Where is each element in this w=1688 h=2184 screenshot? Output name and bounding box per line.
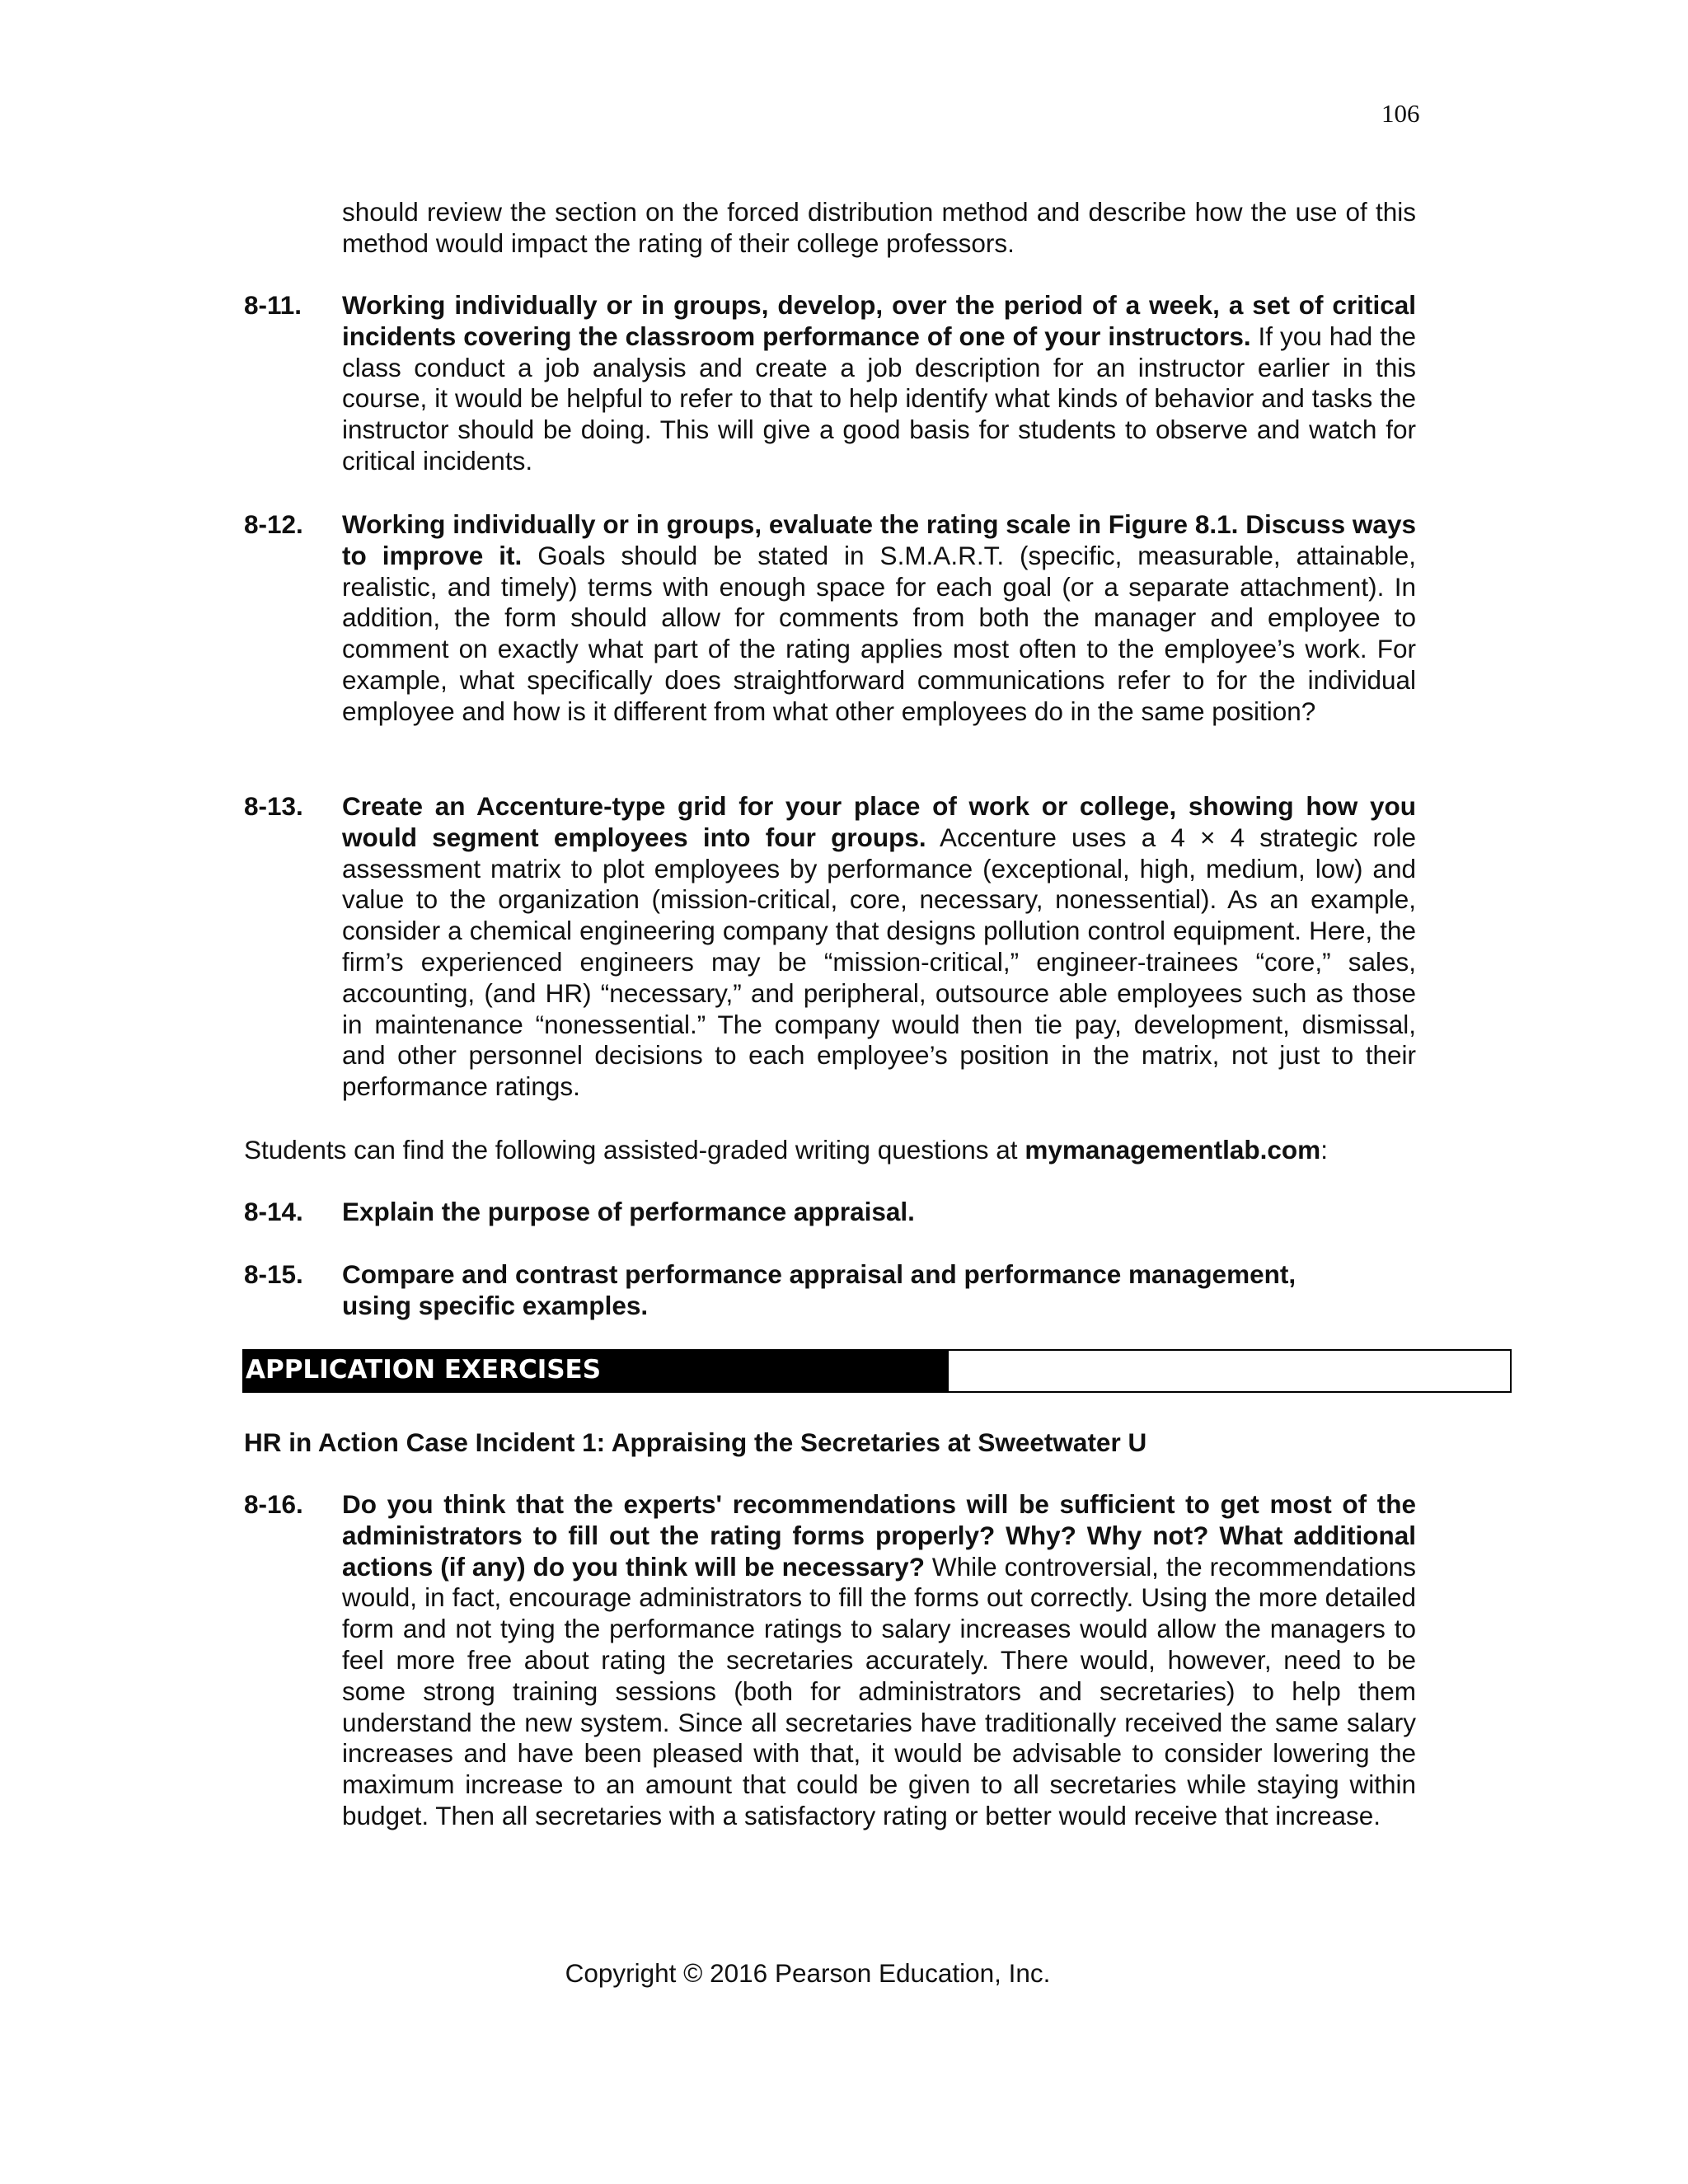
assisted-intro xyxy=(244,1135,1416,1166)
answer-text: If you had the class conduct a job analysis and create a job description for an instructor earlier in this course, it would be helpful to refer to that to help identify what kinds of behavior and tasks the instructor should be doing. This will give a good basis for students to observe and watch for critical incidents. xyxy=(342,321,1416,476)
question-text-line-2: using specific examples. xyxy=(342,1290,649,1320)
site-name: mymanagementlab.com xyxy=(1025,1135,1321,1165)
question-body xyxy=(342,290,1416,477)
section-header-bar xyxy=(242,1349,1512,1393)
question-8-15 xyxy=(244,1259,1416,1322)
page-number: 106 xyxy=(1381,99,1420,128)
question-8-13 xyxy=(244,791,1416,1103)
answer-text: Goals should be stated in S.M.A.R.T. (specific, measurable, attainable, realistic, and timely) terms with enough space for each goal (or a separate attachment). In addition, the form should allow for comments from both the manager and employee to comment on exactly what part of the rating applies most often to the employee’s work. For example, what specifically does straightforward communications refer to for the individual employee and how is it different from what other employees do in the same position? xyxy=(342,540,1416,726)
question-8-16 xyxy=(244,1489,1416,1832)
question-number: 8-16. xyxy=(244,1489,303,1519)
question-text: Working individually or in groups, develop, over the period of a week, a set of critical incidents covering the classroom performance of one of your instructors. xyxy=(342,290,1416,351)
question-text: Working individually or in groups, evaluate the rating scale in Figure 8.1. Discuss ways to improve it. xyxy=(342,509,1416,570)
question-body xyxy=(342,1197,1416,1228)
answer-text: While controversial, the recommendations would, in fact, encourage administrators to fill the forms out correctly. Using the more detailed form and not tying the performance ratings to salary increases would allow the managers to feel more free about rating the secretaries accurately. There would, however, need to be some strong training sessions (both for administrators and secretaries) to help them understand the new system. Since all secretaries have traditionally received the same salary increases and have been pleased with that, it would be advisable to consider lowering the maximum increase to an amount that could be given to all secretaries while staying within budget. Then all secretaries with a satisfactory rating or better would receive that increase. xyxy=(342,1551,1416,1830)
question-text: Create an Accenture-type grid for your place of work or college, showing how you would segment employees into four groups. xyxy=(342,791,1416,852)
copyright-footer: Copyright © 2016 Pearson Education, Inc. xyxy=(565,1958,1051,1988)
question-8-12 xyxy=(244,509,1416,728)
question-body xyxy=(342,1489,1416,1832)
answer-text: Accenture uses a 4 × 4 strategic role assessment matrix to plot employees by performance (exceptional, high, medium, low) and value to the organization (mission-critical, core, necessary, nonessential). As an example, consider a chemical engineering company that designs pollution control equipment. Here, the firm’s experienced engineers may be “mission-critical,” engineer-trainees “core,” sales, accounting, (and HR) “necessary,” and peripheral, outsource able employees such as those in maintenance “nonessential.” The company would then tie pay, development, dismissal, and other personnel decisions to each employee’s position in the matrix, not just to their performance ratings. xyxy=(342,822,1417,1102)
question-number: 8-11. xyxy=(244,290,302,320)
question-text: Do you think that the experts' recommendations will be sufficient to get most of the administrators to fill out the rating forms properly? Why? Why not? What additional actions (if any) do you think will be necessary? xyxy=(342,1489,1416,1582)
question-text: Explain the purpose of performance appraisal. xyxy=(342,1197,915,1226)
question-8-14 xyxy=(244,1197,1416,1228)
question-8-11 xyxy=(244,290,1416,477)
continuation-paragraph: should review the section on the forced distribution method and describe how the use of this method would impact the rating of their college professors. xyxy=(342,197,1416,258)
assisted-intro-trailing: : xyxy=(1320,1135,1328,1165)
question-number: 8-15. xyxy=(244,1259,303,1289)
question-body xyxy=(342,1259,1416,1322)
question-number: 8-13. xyxy=(244,791,303,821)
question-body xyxy=(342,509,1416,728)
question-number: 8-12. xyxy=(244,509,303,539)
question-body xyxy=(342,791,1416,1103)
question-number: 8-14. xyxy=(244,1197,303,1226)
assisted-intro-text: Students can find the following assisted-graded writing questions at xyxy=(244,1135,1025,1165)
case-title: HR in Action Case Incident 1: Appraising the Secretaries at Sweetwater U xyxy=(244,1427,1147,1457)
question-text-line-1: Compare and contrast performance appraisal and performance management, xyxy=(342,1259,1296,1289)
section-heading: APPLICATION EXERCISES xyxy=(244,1351,949,1391)
